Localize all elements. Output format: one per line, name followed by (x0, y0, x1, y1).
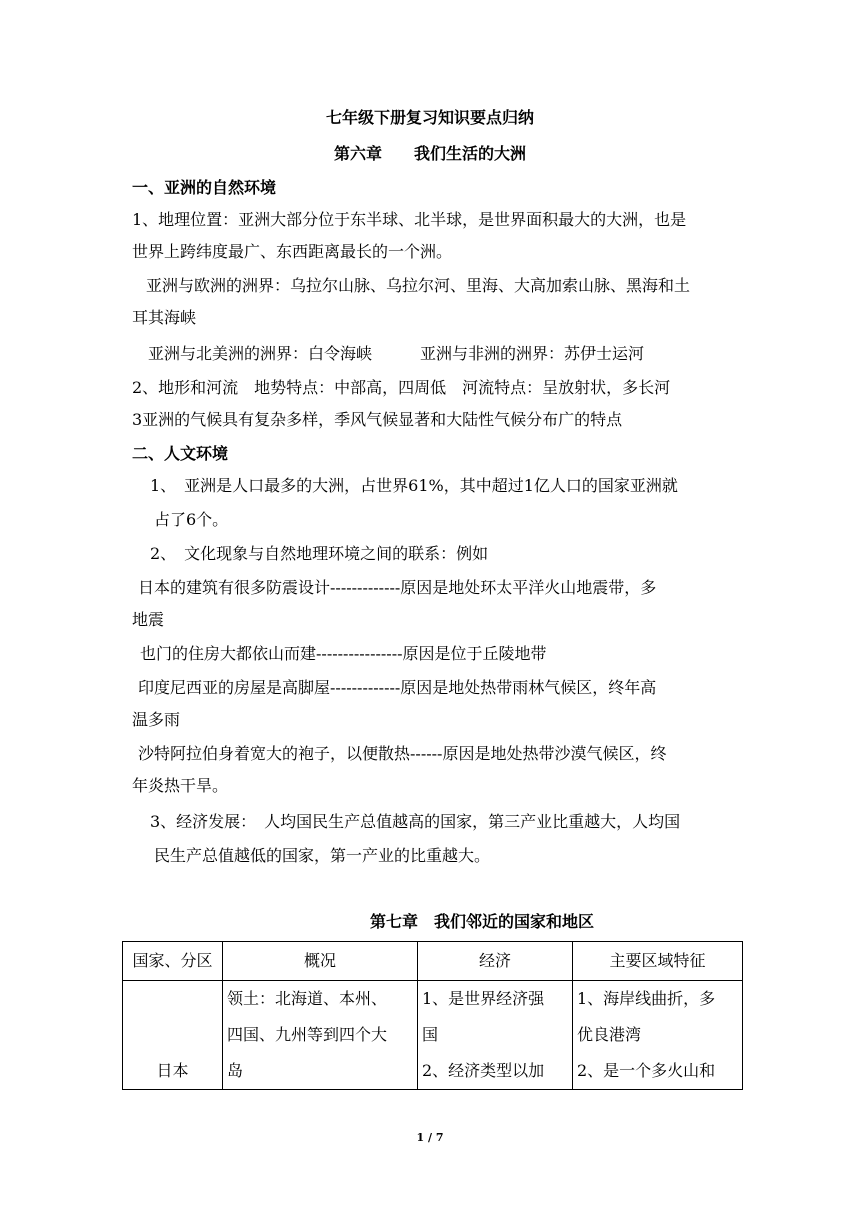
table-cell-country (123, 981, 223, 1090)
cell-text: 2、经济类型以加 (422, 1061, 545, 1080)
table-cell-features (573, 981, 743, 1090)
cell-text: 2、是一个多火山和 (577, 1061, 716, 1080)
paragraph-line: 2、 文化现象与自然地理环境之间的联系：例如 (150, 544, 489, 563)
paragraph-line: 3亚洲的气候具有复杂多样，季风气候显著和大陆性气候分布广的特点 (132, 410, 623, 429)
paragraph-line: 日本的建筑有很多防震设计-------------原因是地处环太平洋火山地震带，多 (138, 578, 657, 597)
chapter-7-heading: 第七章 我们邻近的国家和地区 (370, 912, 595, 931)
paragraph-line: 地震 (132, 610, 165, 629)
cell-text: 国 (422, 1025, 439, 1044)
table-header-cell: 概况 (223, 942, 418, 981)
paragraph-line: 亚洲与欧洲的洲界：乌拉尔山脉、乌拉尔河、里海、大高加索山脉、黑海和土 (146, 276, 691, 295)
cell-text: 岛 (227, 1061, 244, 1080)
paragraph-line: 也门的住房大都依山而建----------------原因是位于丘陵地带 (140, 644, 547, 663)
section-1-heading: 一、亚洲的自然环境 (132, 178, 277, 197)
paragraph-line: 温多雨 (132, 710, 181, 729)
cell-text: 四国、九州等到四个大 (227, 1025, 388, 1044)
paragraph-line: 1、地理位置：亚洲大部分位于东半球、北半球，是世界面积最大的大洲，也是 (132, 210, 687, 229)
paragraph-line: 印度尼西亚的房屋是高脚屋-------------原因是地处热带雨林气候区，终年高 (138, 678, 657, 697)
paragraph-line: 1、 亚洲是人口最多的大洲，占世界61%，其中超过1亿人口的国家亚洲就 (150, 476, 678, 495)
paragraph-line: 3、经济发展： 人均国民生产总值越高的国家，第三产业比重越大，人均国 (150, 812, 681, 831)
page-number: 1 / 7 (416, 1131, 444, 1144)
table-cell-overview (223, 981, 418, 1090)
table-cell-economy (418, 981, 573, 1090)
chapter-6-heading: 第六章 我们生活的大洲 (333, 144, 526, 163)
paragraph-line: 世界上跨纬度最广、东西距离最长的一个洲。 (132, 242, 453, 261)
cell-text: 1、是世界经济强 (422, 989, 545, 1008)
paragraph-line: 沙特阿拉伯身着宽大的袍子，以便散热------原因是地处热带沙漠气候区，终 (138, 744, 667, 763)
paragraph-line: 2、地形和河流 地势特点：中部高，四周低 河流特点：呈放射状，多长河 (132, 378, 671, 397)
cell-text: 优良港湾 (577, 1025, 642, 1044)
table-header-cell: 国家、分区 (123, 942, 223, 981)
cell-text: 领土：北海道、本州、 (227, 989, 388, 1008)
table-header-cell: 经济 (418, 942, 573, 981)
table-row (123, 981, 743, 1090)
paragraph-line: 年炎热干旱。 (132, 776, 229, 795)
table-header-cell: 主要区域特征 (573, 942, 743, 981)
table-header-row (123, 942, 743, 981)
country-name: 日本 (156, 1061, 189, 1080)
cell-text: 1、海岸线曲折，多 (577, 989, 716, 1008)
paragraph-line: 占了6个。 (154, 510, 229, 529)
countries-table (122, 941, 743, 1090)
paragraph-line: 耳其海峡 (132, 308, 197, 327)
paragraph-line: 亚洲与北美洲的洲界：白令海峡 亚洲与非洲的洲界：苏伊士运河 (148, 344, 645, 363)
document-title: 七年级下册复习知识要点归纳 (325, 108, 534, 127)
paragraph-line: 民生产总值越低的国家，第一产业的比重越大。 (154, 846, 491, 865)
section-2-heading: 二、人文环境 (132, 444, 229, 463)
